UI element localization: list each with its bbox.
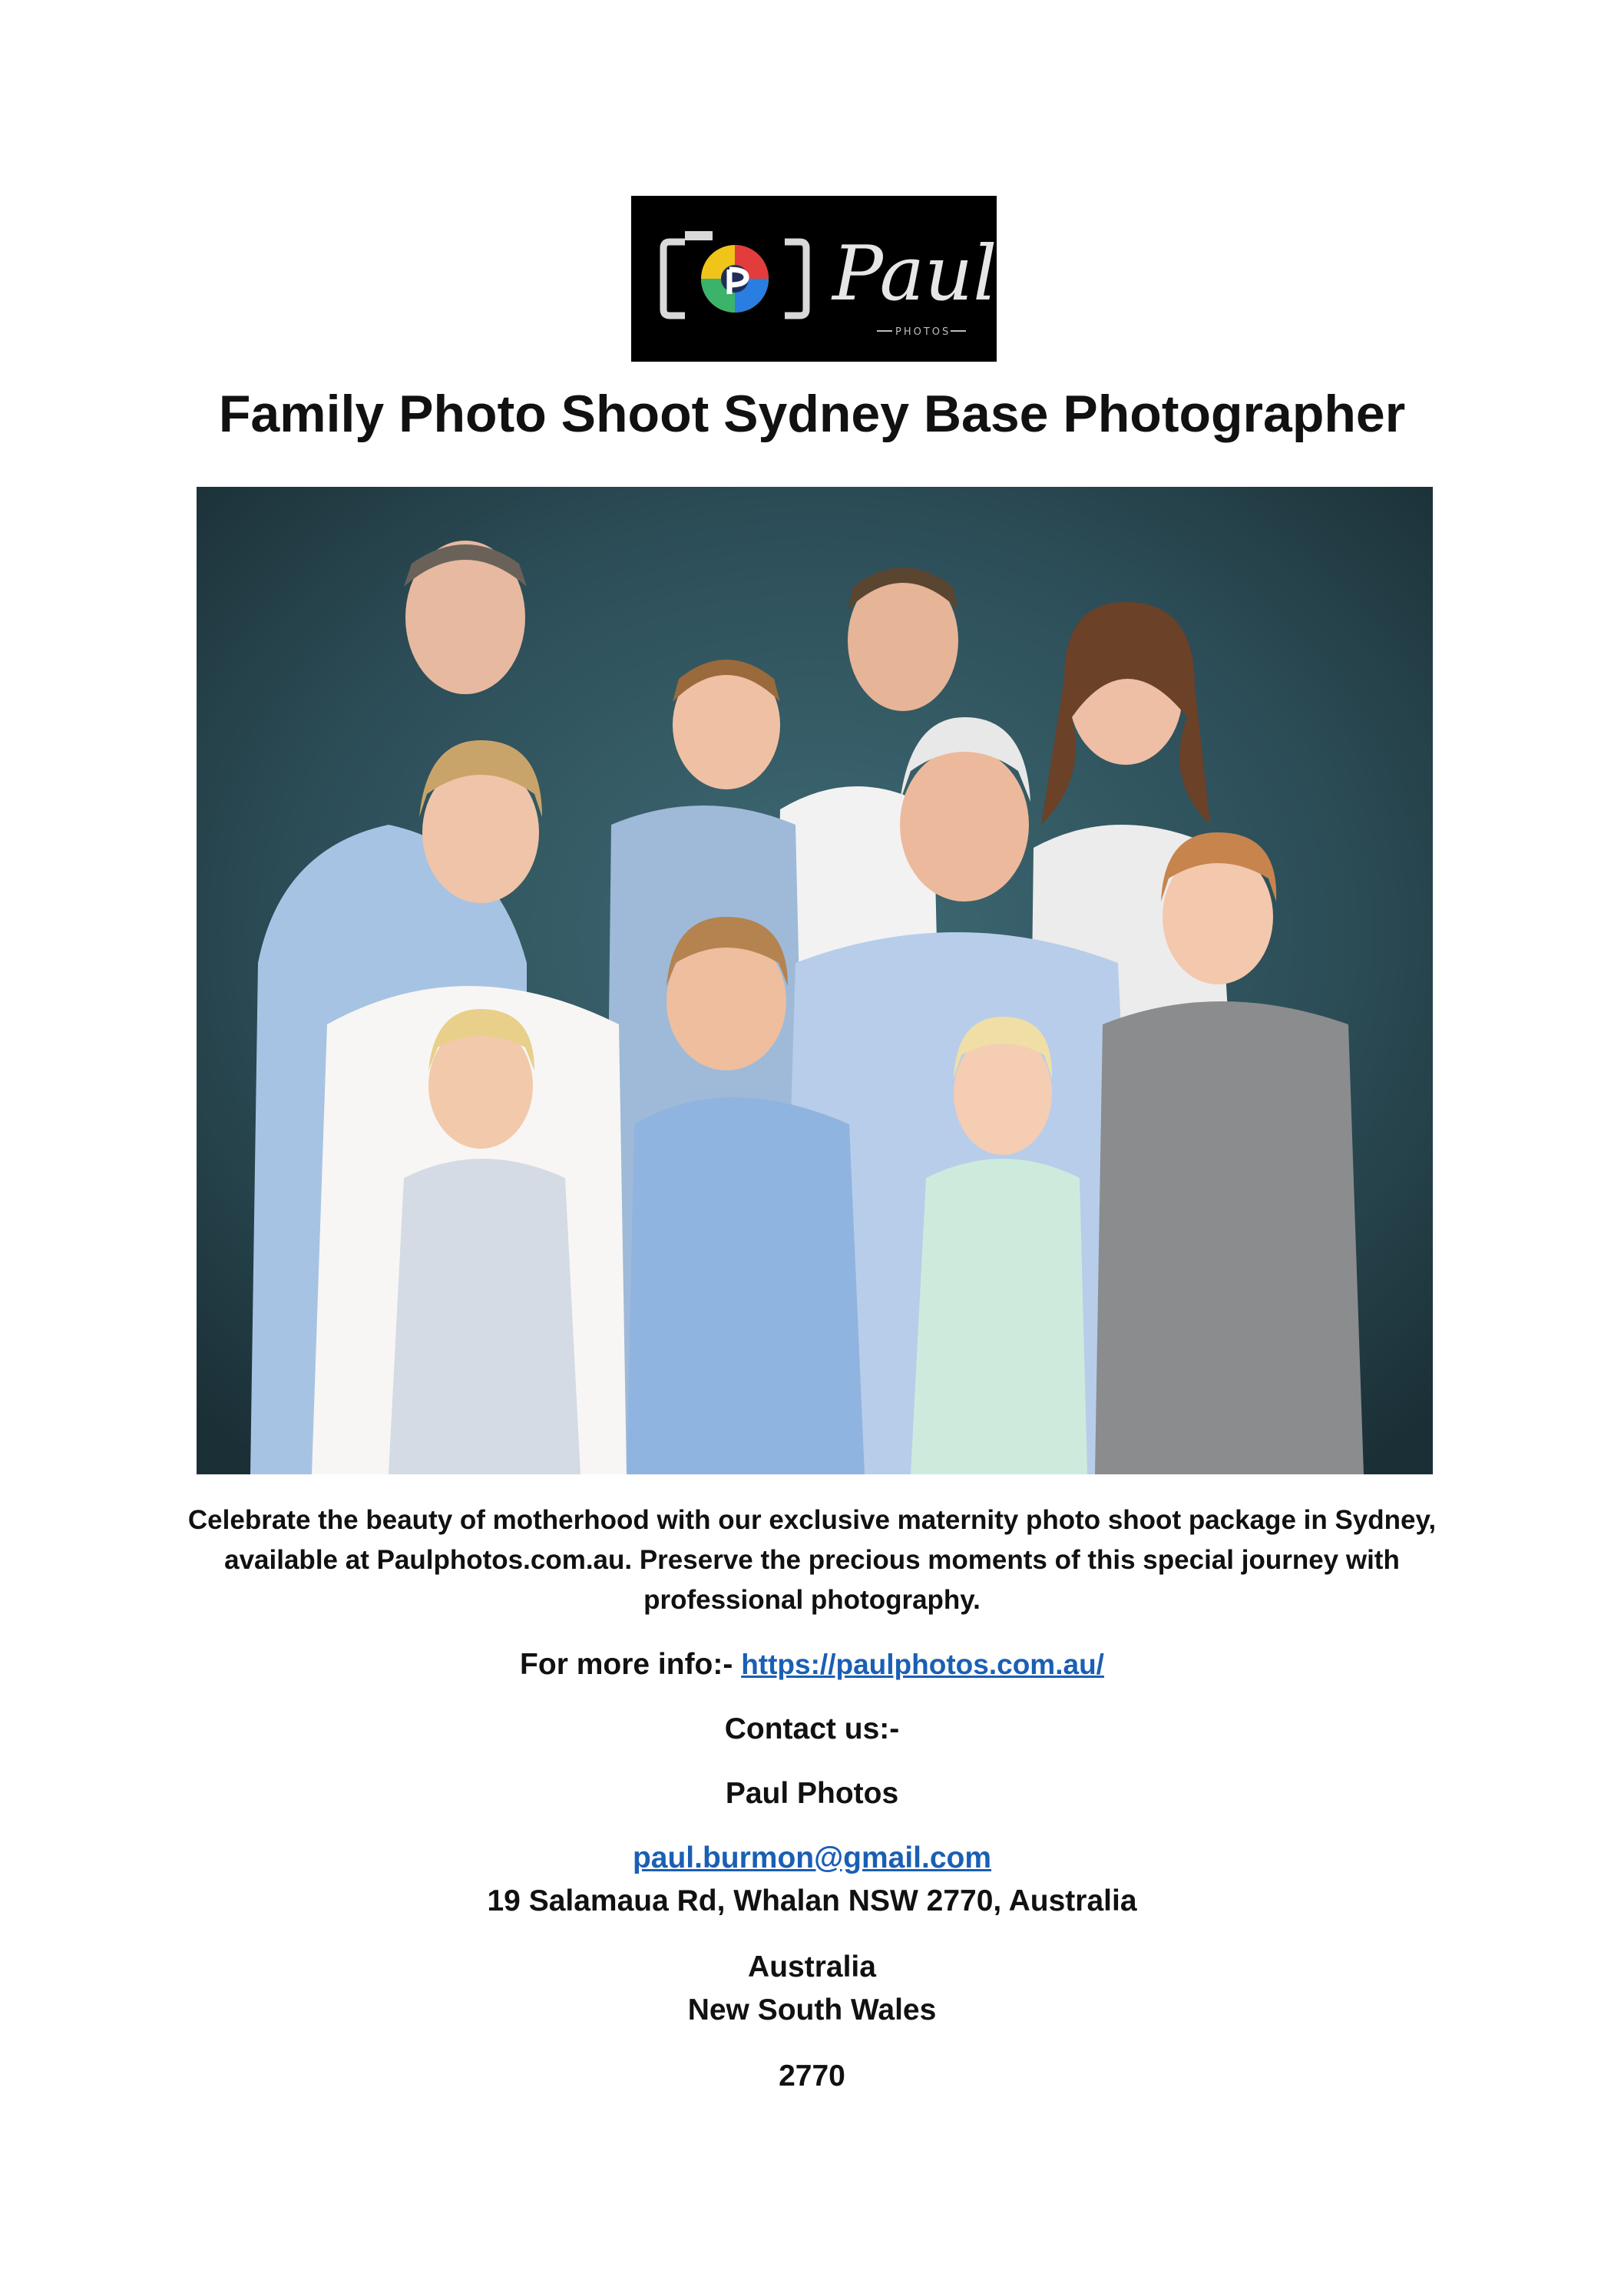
description-text: Celebrate the beauty of motherhood with our exclusive maternity photo shoot package in Sydney, available at Paulphotos.com.au. Preserve the precious moments of this special journey with professional photography.	[187, 1505, 1437, 1615]
street-address: 19 Salamaua Rd, Whalan NSW 2770, Australia	[487, 1884, 1137, 1917]
email-link[interactable]: paul.burmon@gmail.com	[632, 1841, 992, 1874]
email-line	[0, 1841, 1624, 1875]
company-name: Paul Photos	[725, 1777, 899, 1810]
logo-wordmark: Paul	[832, 230, 997, 318]
paul-photos-logo	[631, 196, 997, 362]
state: New South Wales	[687, 1993, 937, 2026]
more-info-label: For more info:-	[520, 1648, 742, 1681]
website-link[interactable]: https://paulphotos.com.au/	[741, 1649, 1104, 1680]
page-title: Family Photo Shoot Sydney Base Photographer	[218, 385, 1406, 443]
family-photo	[197, 487, 1433, 1474]
camera-logo-icon	[631, 196, 997, 362]
logo-subtext: PHOTOS	[895, 326, 951, 338]
country: Australia	[748, 1950, 876, 1983]
contact-heading: Contact us:-	[724, 1712, 900, 1745]
more-info-line	[0, 1648, 1624, 1682]
postcode: 2770	[779, 2059, 845, 2093]
